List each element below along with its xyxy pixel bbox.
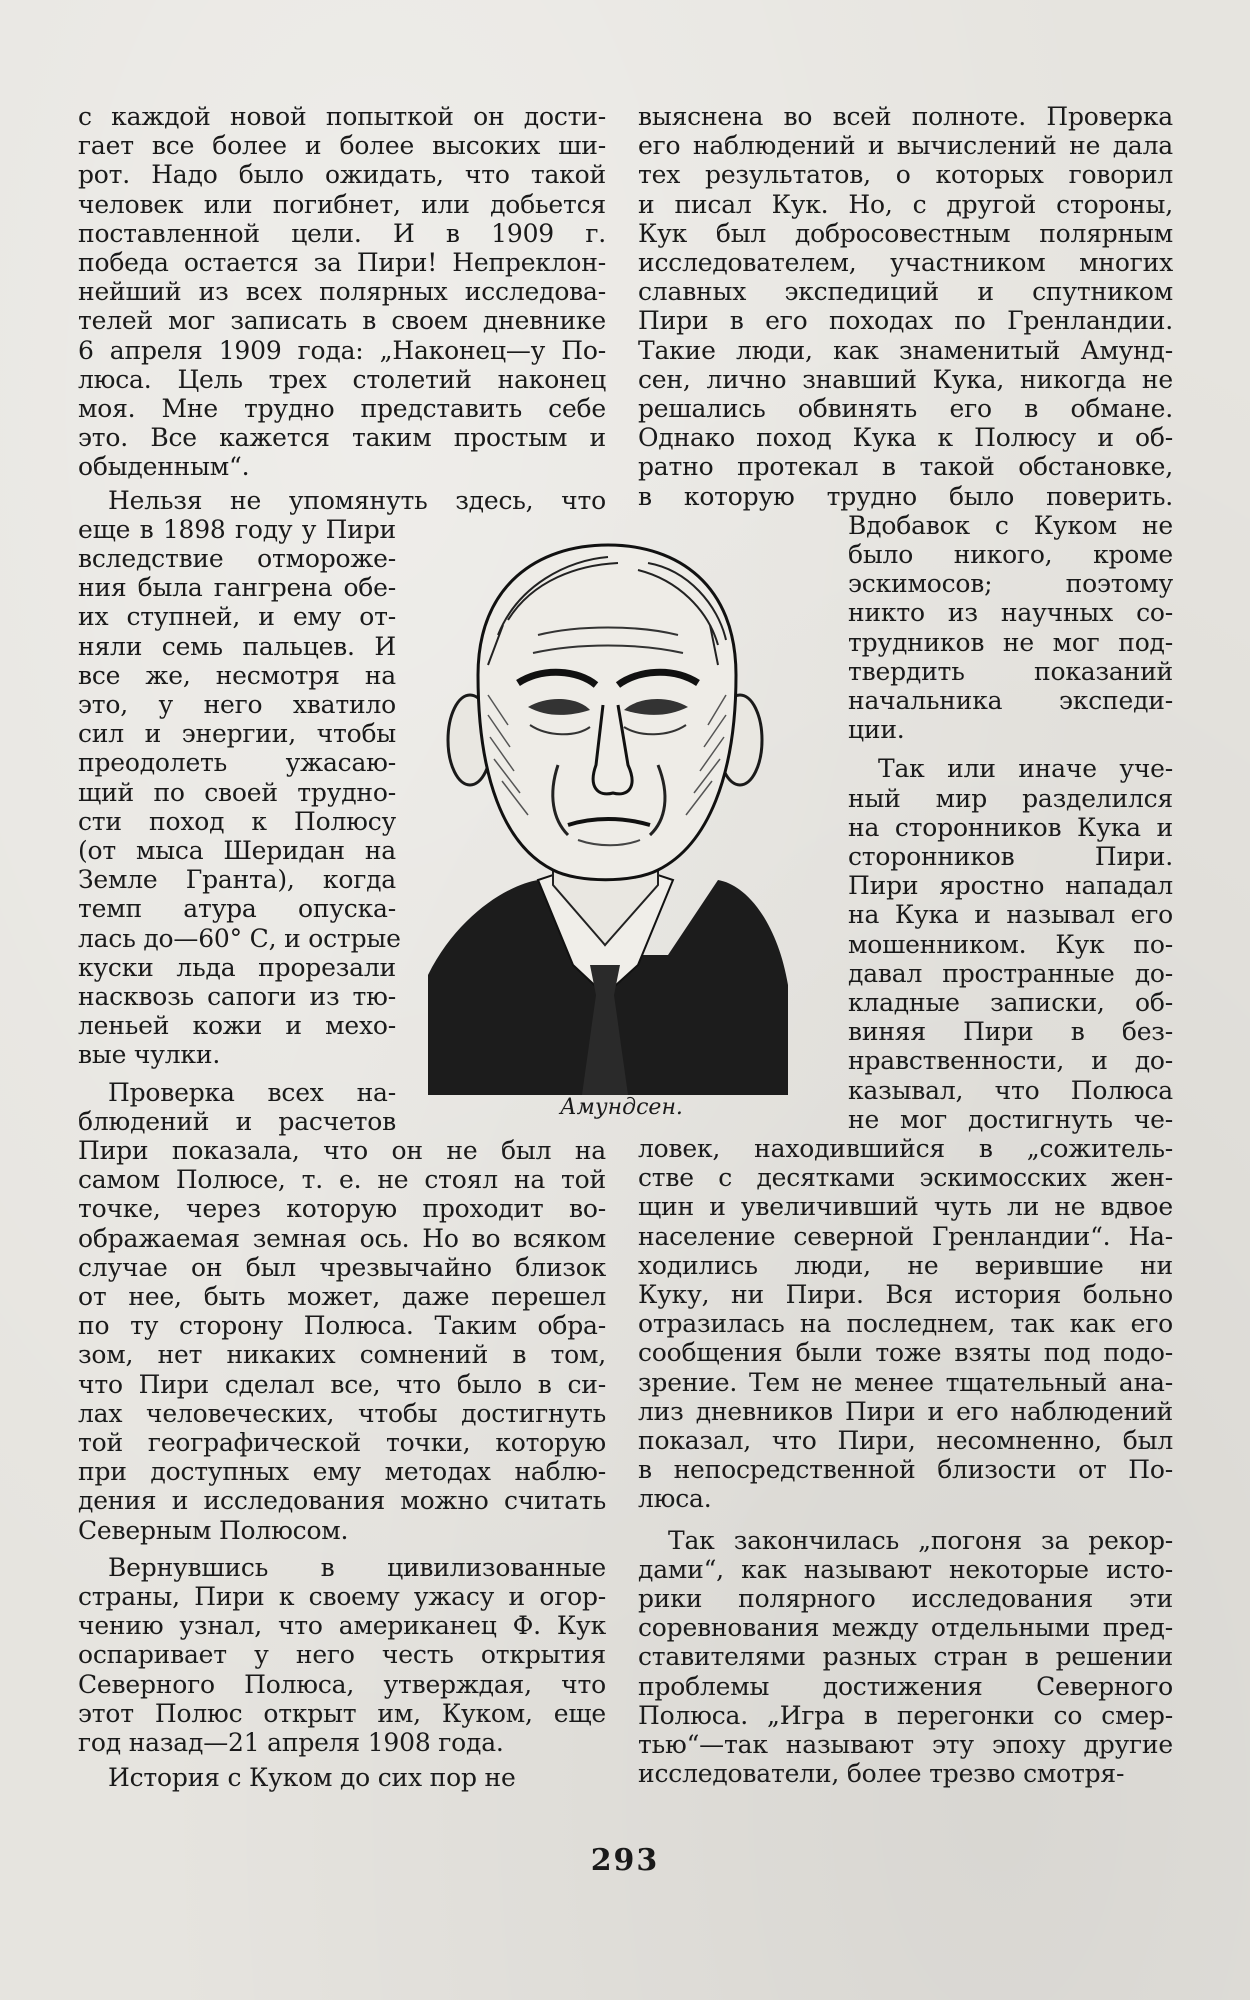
right-column-line: стве с десятками эскимосских жен- — [638, 1163, 1173, 1193]
left-column-line: точке, через которую проходит во- — [78, 1194, 606, 1224]
right-column-line: Такие люди, как знаменитый Амунд- — [638, 335, 1173, 365]
left-column-line: по ту сторону Полюса. Таким обра- — [78, 1311, 606, 1341]
right-column-line: эскимосов; поэтому — [848, 569, 1173, 599]
left-column-line: няли семь пальцев. И — [78, 631, 396, 661]
right-column-line: Полюса. „Игра в перегонки со смер- — [638, 1700, 1173, 1730]
left-column-line: с каждой новой попыткой он дости- — [78, 102, 606, 131]
right-column-line: в непосредственной близости от По- — [638, 1455, 1173, 1485]
right-column-line: зрение. Тем не менее тщательный ана- — [638, 1367, 1173, 1397]
right-column-line: начальника экспеди- — [848, 686, 1173, 715]
left-column-line: вые чулки. — [78, 1040, 221, 1070]
right-column-line: исследователем, участником многих — [638, 248, 1173, 277]
right-column-line: трудников не мог под- — [848, 627, 1173, 657]
right-column-line: соревнования между отдельными пред- — [638, 1613, 1173, 1643]
left-column-line: преодолеть ужасаю- — [78, 748, 396, 778]
right-column-line: Кук был добросовестным полярным — [638, 218, 1173, 248]
left-column-line: леньей кожи и меxo- — [78, 1011, 396, 1041]
left-column-line: сил и энергии, чтобы — [78, 719, 396, 749]
right-column-line: мошенником. Кук по- — [848, 929, 1173, 959]
right-column-line: и писал Кук. Но, с другой стороны, — [638, 189, 1173, 219]
left-column-line: нейший из всех полярных исследова- — [78, 277, 606, 307]
right-column-line: сторонников Пири. — [848, 842, 1173, 871]
left-column-line: человек или погибнет, или добьется — [78, 189, 606, 219]
right-column-line: Вдобавок с Куком не — [848, 510, 1173, 540]
left-column-line: от нее, быть может, даже перешел — [78, 1282, 606, 1311]
right-column-line: Однако поход Кука к Полюсу и об- — [638, 423, 1173, 453]
left-column-line: ображаемая земная ось. Но во всяком — [78, 1223, 606, 1253]
right-column-line: кладные записки, об- — [848, 988, 1173, 1017]
right-column-line: было никого, кроме — [848, 540, 1173, 569]
left-column-line: рот. Надо было ожидать, что такой — [78, 160, 606, 190]
right-column-line: проблемы достижения Северного — [638, 1671, 1173, 1701]
right-column-line: Пири яростно нападал — [848, 871, 1173, 901]
right-column-line: твердить показаний — [848, 656, 1173, 686]
left-column-line: страны, Пири к своему ужасу и огор- — [78, 1582, 606, 1611]
portrait-caption: Амундсен. — [560, 1095, 683, 1120]
left-column-line: обыденным“. — [78, 452, 250, 482]
right-column-line: щин и увеличивший чуть ли не вдвое — [638, 1192, 1173, 1222]
right-column-line: тью“—так называют эту эпоху другие — [638, 1730, 1173, 1759]
left-column-line: это. Все кажется таким простым и — [78, 423, 606, 453]
right-column-line: показал, что Пири, несомненно, был — [638, 1426, 1173, 1455]
right-column-line: отразилась на последнем, так как его — [638, 1309, 1173, 1339]
right-column-line: в которую трудно было поверить. — [638, 481, 1173, 511]
right-column-line: Так или иначе уче- — [878, 754, 1173, 784]
right-column-line: решались обвинять его в обмане. — [638, 394, 1173, 423]
left-column-line: это, у него хватило — [78, 690, 396, 719]
right-column-line: тех результатов, о которых говорил — [638, 160, 1173, 190]
left-column-line: этот Полюс открыт им, Куком, еще — [78, 1698, 606, 1728]
right-column-line: нравственности, и до- — [848, 1046, 1173, 1076]
left-column-line: Пири показала, что он не был на — [78, 1136, 606, 1165]
left-column-line: той географической точки, которую — [78, 1428, 606, 1457]
right-column-line: исследователи, более трезво смотря- — [638, 1759, 1125, 1789]
left-column-line: гает все более и более высоких ши- — [78, 131, 606, 161]
right-column-line: сообщения были тоже взяты под подо- — [638, 1338, 1173, 1368]
left-column-line: Вернувшись в цивилизованные — [108, 1552, 606, 1582]
left-column-line: вследствие отморожe- — [78, 544, 396, 573]
left-column-line: ния была гангрена обе- — [78, 573, 396, 603]
left-column-line: лась до—60° С, и острые — [78, 923, 401, 953]
right-column-line: ловек, находившийся в „сожитель- — [638, 1134, 1173, 1163]
left-column-line: самом Полюсе, т. е. не стоял на той — [78, 1165, 606, 1195]
left-column-line: Северным Полюсом. — [78, 1515, 349, 1545]
left-column-line: сти поход к Полюсу — [78, 806, 396, 836]
left-column-line: лах человеческих, чтобы достигнуть — [78, 1398, 606, 1428]
right-column-line: виняя Пири в без- — [848, 1017, 1173, 1047]
left-column-line: люса. Цель трех столетий наконец — [78, 364, 606, 394]
left-column-line: Северного Полюса, утверждая, что — [78, 1669, 606, 1699]
left-column-line: их ступней, и ему от- — [78, 602, 396, 632]
left-column-line: все же, несмотря на — [78, 660, 396, 690]
right-column-line: на сторонников Кука и — [848, 812, 1173, 842]
right-column-line: давал пространные до- — [848, 958, 1173, 988]
page-number: 293 — [590, 1843, 660, 1878]
left-column-line: победа остается за Пири! Непреклон- — [78, 248, 606, 277]
left-column-line: случае он был чрезвычайно близок — [78, 1252, 606, 1282]
left-column-line: что Пири сделал все, что было в си- — [78, 1369, 606, 1399]
left-column-line: Нельзя не упомянуть здесь, что — [108, 485, 606, 515]
left-column-line: щий по своей трудно- — [78, 777, 396, 807]
right-column-line: дами“, как называют некоторые исто- — [638, 1554, 1173, 1584]
right-column-line: казывал, что Полюса — [848, 1075, 1173, 1105]
right-column-line: ратно протекал в такой обстановке, — [638, 452, 1173, 482]
right-column-line: на Кука и называл его — [848, 900, 1173, 930]
left-column-line: чению узнал, что американец Ф. Кук — [78, 1611, 606, 1641]
right-column-line: его наблюдений и вычислений не дала — [638, 131, 1173, 161]
right-column-line: лиз дневников Пири и его наблюдений — [638, 1396, 1173, 1426]
amundsen-portrait — [418, 525, 793, 1095]
left-column-line: (от мыса Шеридан на — [78, 836, 396, 865]
right-column-line: население северной Гренландии“. На- — [638, 1221, 1173, 1251]
left-column-line: Земле Гранта), когда — [78, 865, 396, 895]
left-column-line: зом, нет никаких сомнений в том, — [78, 1340, 606, 1370]
left-column-line: поставленной цели. И в 1909 г. — [78, 218, 606, 248]
left-column-line: год назад—21 апреля 1908 года. — [78, 1728, 504, 1757]
left-column-line: при доступных ему методах наблю- — [78, 1457, 606, 1487]
right-column-line: ходились люди, не верившие ни — [638, 1250, 1173, 1280]
left-column-line: Проверка всех на- — [108, 1077, 396, 1107]
right-column-line: сен, лично знавший Кука, никогда не — [638, 364, 1173, 394]
right-column-line: Пири в его походах по Гренландии. — [638, 306, 1173, 336]
right-column-line: Так закончилась „погоня за рекор- — [668, 1525, 1173, 1555]
right-column-line: никто из научных со- — [848, 598, 1173, 628]
left-column-line: куски льда прорезали — [78, 952, 396, 982]
right-column-line: люса. — [638, 1484, 712, 1514]
right-column-line: славных экспедиций и спутником — [638, 277, 1173, 307]
left-column-line: еще в 1898 году у Пири — [78, 514, 396, 544]
right-column-line: ции. — [848, 715, 905, 745]
left-column-line: 6 апреля 1909 года: „Наконец—у По- — [78, 335, 606, 365]
left-column-line: насквозь сапоги из тю- — [78, 982, 396, 1011]
right-column-line: ный мир разделился — [848, 783, 1173, 813]
right-column-line: не мог достигнуть че- — [848, 1104, 1173, 1134]
right-column-line: Куку, ни Пири. Вся история больно — [638, 1280, 1173, 1309]
right-column-line: рики полярного исследования эти — [638, 1584, 1173, 1613]
right-column-line: ставителями разных стран в решении — [638, 1642, 1173, 1672]
left-column-line: моя. Мне трудно представить себе — [78, 394, 606, 423]
left-column-line: блюдений и расчетов — [78, 1106, 396, 1136]
left-column-line: темп атура опуска- — [78, 894, 396, 924]
left-column-line: телей мог записать в своем дневнике — [78, 306, 606, 336]
left-column-line: История с Куком до сих пор не — [108, 1763, 516, 1793]
right-column-line: выяснена во всей полноте. Проверка — [638, 102, 1173, 131]
left-column-line: оспаривает у него честь открытия — [78, 1640, 606, 1670]
left-column-line: дения и исследования можно считать — [78, 1486, 606, 1516]
